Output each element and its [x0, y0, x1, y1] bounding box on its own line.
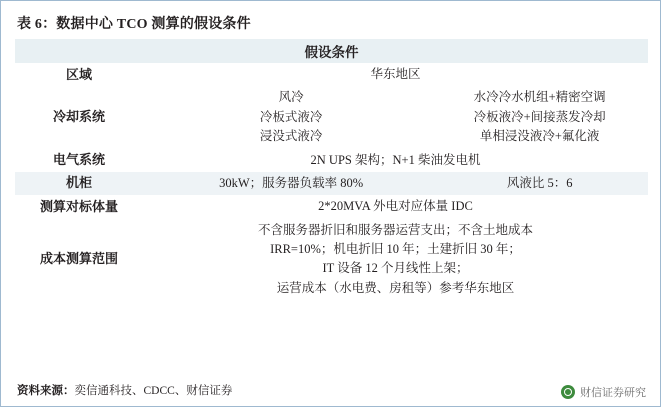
source-text: 奕信通科技、CDCC、财信证券 — [74, 385, 233, 397]
table-header-cell: 假设条件 — [15, 39, 648, 63]
value-line: IT 设备 12 个月线性上架； — [322, 261, 469, 276]
row-value: 2*20MVA 外电对应体量 IDC — [318, 199, 473, 214]
row-value — [143, 219, 648, 301]
table-row — [15, 149, 648, 172]
tco-assumptions-table — [15, 39, 648, 300]
source-note — [17, 382, 232, 398]
table-row — [15, 172, 648, 195]
value-line: 不含服务器折旧和服务器运营支出；不含土地成本 — [257, 222, 533, 237]
row-label: 测算对标体量 — [39, 198, 118, 214]
row-label: 成本测算范围 — [39, 251, 118, 267]
value-line: IRR=10%；机电折旧 10 年；土建折旧 30 年； — [270, 242, 521, 256]
value-line: 水冷冷水机组+精密空调 — [473, 90, 606, 105]
value-line: 风液比 5：6 — [506, 175, 573, 190]
row-label: 电气系统 — [52, 152, 105, 168]
row-label: 冷却系统 — [52, 109, 105, 125]
row-value: 华东地区 — [370, 67, 421, 81]
table-header-row — [15, 39, 648, 63]
value-line: 冷板式液冷 — [259, 109, 323, 124]
value-line: 运营成本（水电费、房租等）参考华东地区 — [276, 280, 515, 295]
table-row — [15, 63, 648, 86]
watermark — [561, 384, 646, 400]
value-line: 冷板液冷+间接蒸发冷却 — [473, 109, 606, 124]
table-row — [15, 195, 648, 218]
row-label: 区域 — [65, 66, 92, 82]
table-row — [15, 86, 648, 148]
value-line: 单相浸没液冷+氟化液 — [479, 129, 600, 144]
source-label: 资料来源： — [17, 385, 75, 397]
table-row — [15, 219, 648, 301]
table-caption: 表 6：数据中心 TCO 测算的假设条件 — [17, 17, 251, 32]
row-label: 机柜 — [15, 172, 143, 195]
row-value: 2N UPS 架构；N+1 柴油发电机 — [310, 152, 481, 167]
row-value — [143, 86, 648, 148]
row-value — [143, 172, 648, 195]
value-line: 风冷 — [278, 90, 304, 105]
value-line: 浸没式液冷 — [259, 129, 323, 144]
logo-icon — [561, 385, 575, 399]
watermark-text: 财信证券研究 — [580, 387, 646, 399]
value-line: 30kW；服务器负载率 80% — [219, 175, 364, 190]
